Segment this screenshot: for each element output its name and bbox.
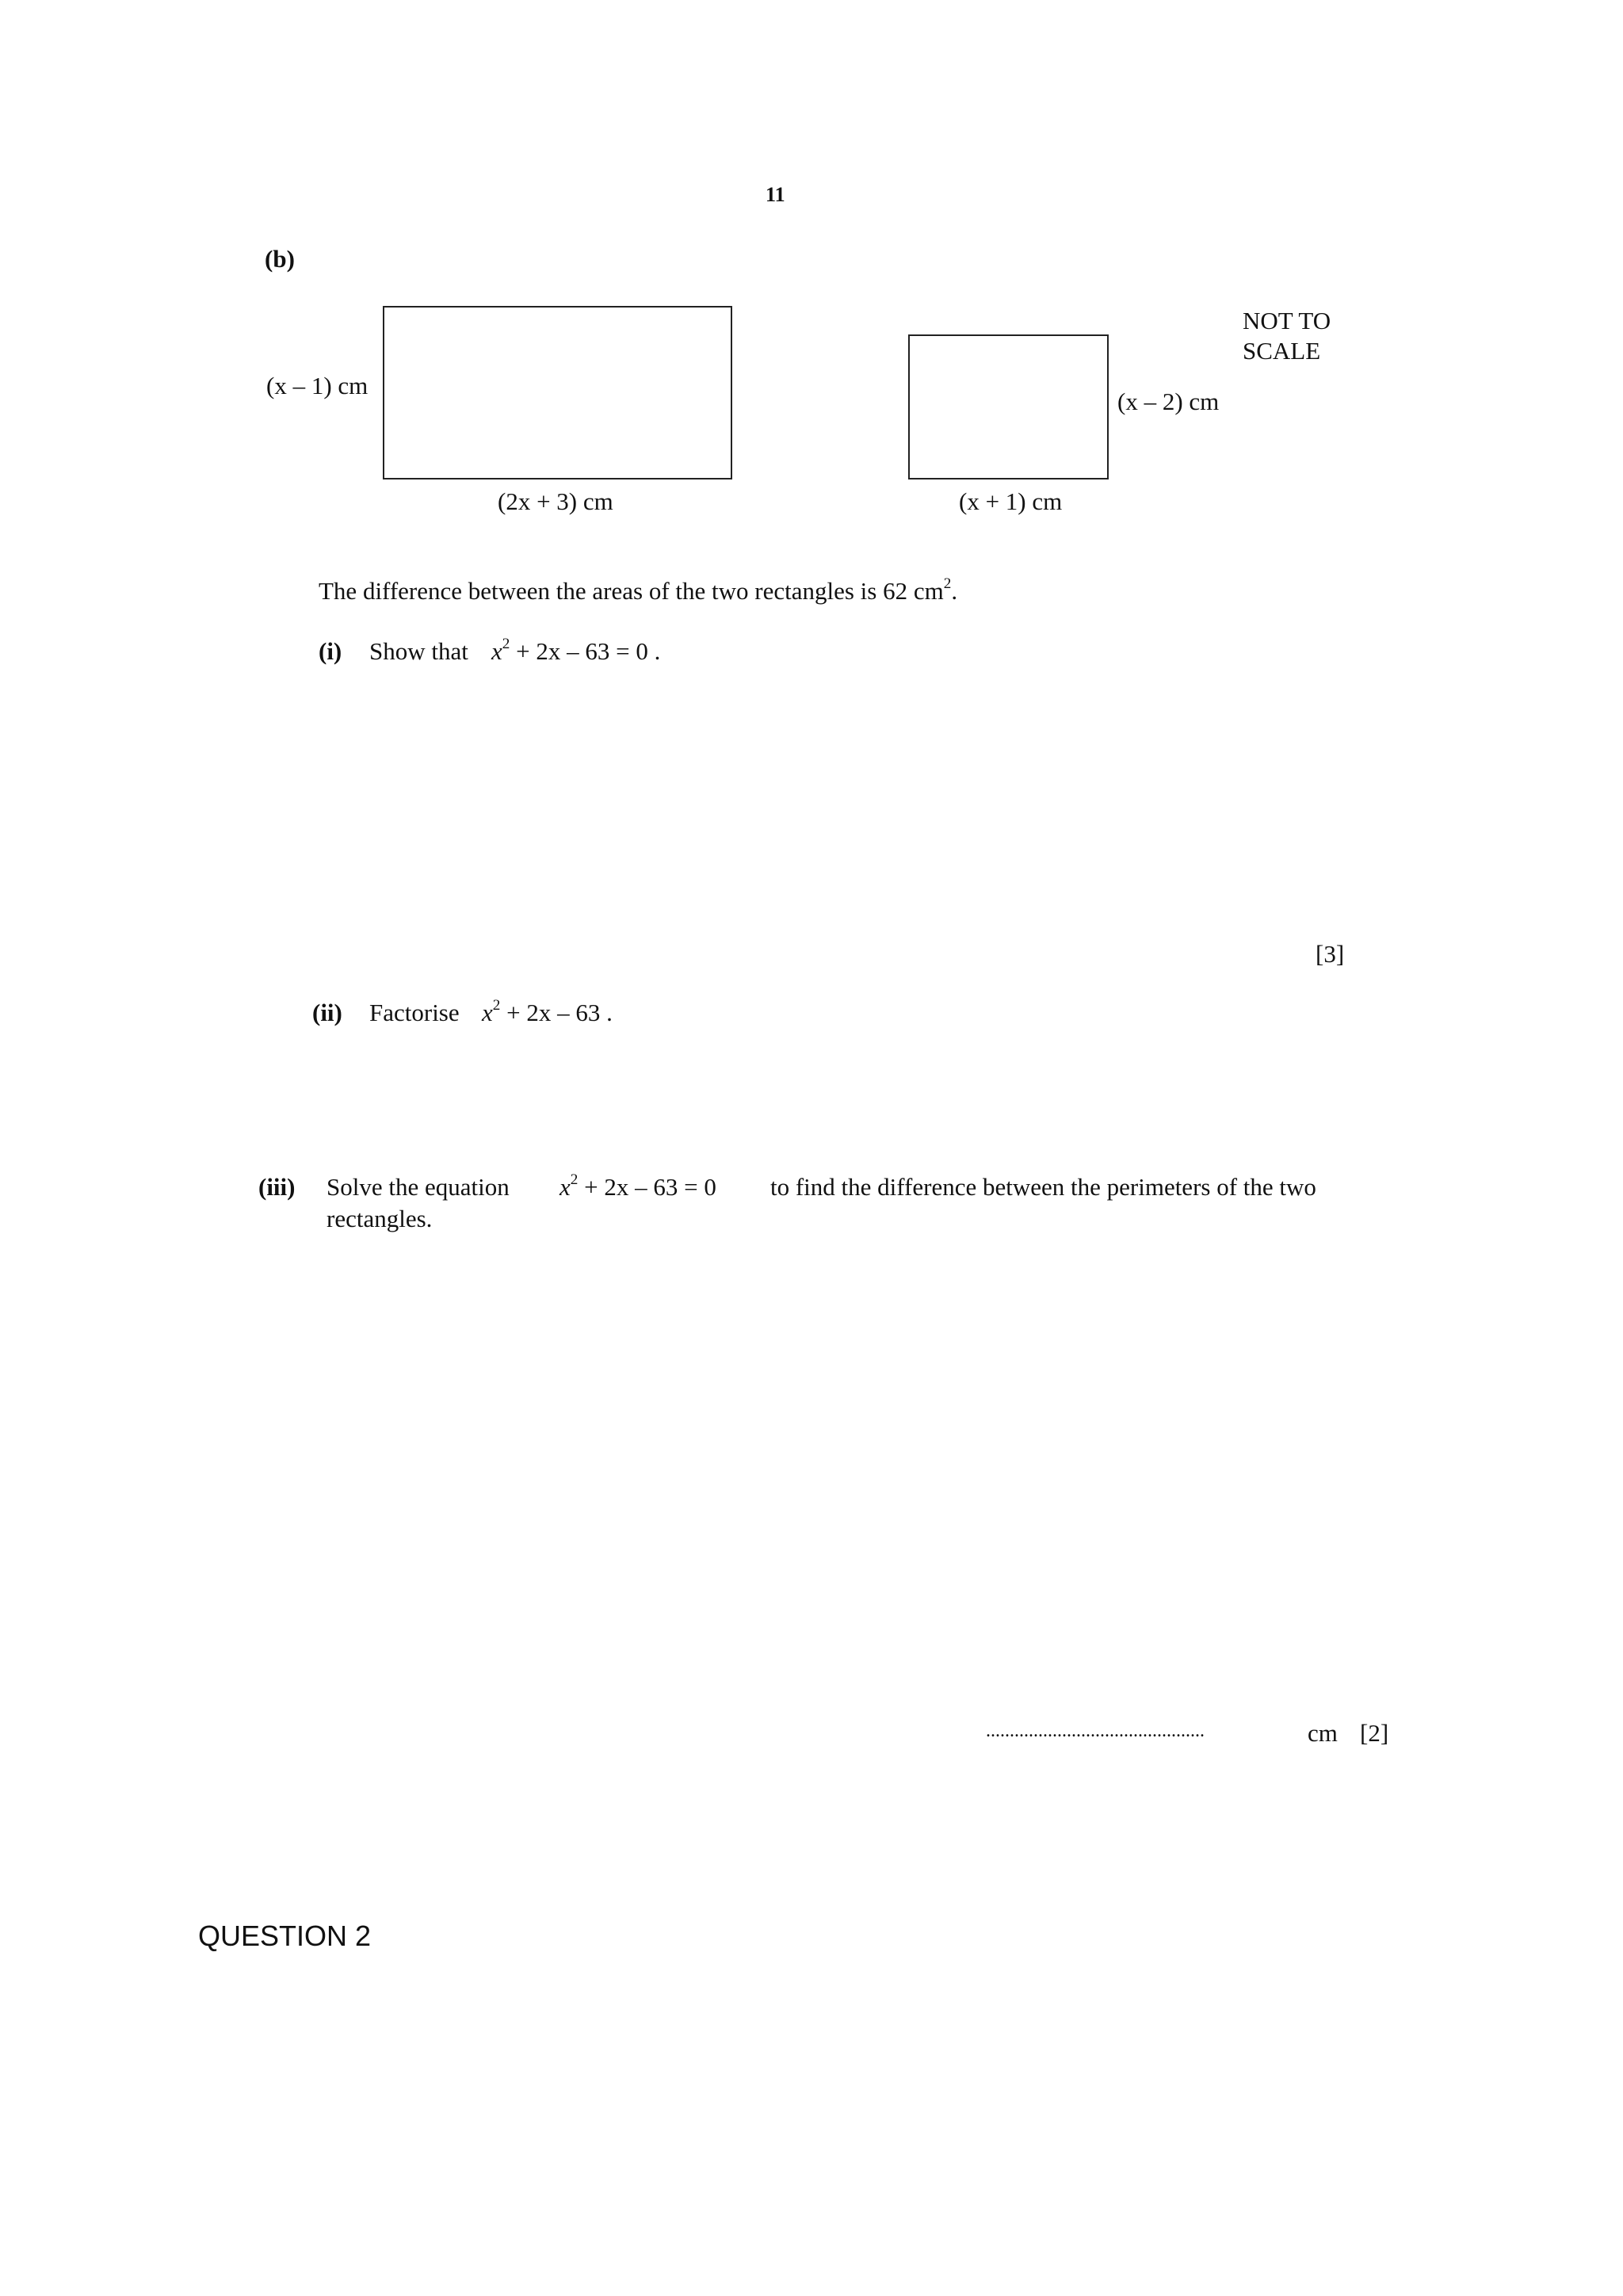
eq-ii-rest: + 2x – 63 . bbox=[500, 999, 613, 1026]
eq-iii-x: x bbox=[559, 1173, 571, 1201]
not-to-scale-line2: SCALE bbox=[1243, 337, 1321, 365]
question-ii-text: Factorise bbox=[369, 999, 460, 1026]
eq-ii-x: x bbox=[482, 999, 493, 1026]
rectangle-small bbox=[908, 334, 1109, 479]
question-i-marks: [3] bbox=[1316, 940, 1345, 968]
eq-ii-exp: 2 bbox=[492, 996, 501, 1014]
not-to-scale-line1: NOT TO bbox=[1243, 307, 1331, 334]
answer-line: .............................................. bbox=[986, 1721, 1205, 1741]
part-b-label: (b) bbox=[265, 245, 295, 273]
rect2-width-label: (x + 1) cm bbox=[959, 487, 1063, 515]
question-ii-label: (ii) bbox=[312, 999, 342, 1026]
page-number: 11 bbox=[766, 183, 785, 206]
area-difference-statement bbox=[319, 576, 957, 606]
question-iii-text-line2: rectangles. bbox=[327, 1205, 433, 1232]
rectangle-large bbox=[383, 306, 732, 479]
question-iii-marks: [2] bbox=[1360, 1719, 1389, 1747]
question-2-heading: QUESTION 2 bbox=[198, 1920, 372, 1952]
question-i-text: Show that bbox=[369, 637, 468, 665]
question-iii-label: (iii) bbox=[258, 1173, 296, 1201]
intro-exponent: 2 bbox=[943, 575, 952, 592]
question-i-equation bbox=[491, 636, 660, 666]
eq-i-rest: + 2x – 63 = 0 . bbox=[510, 637, 661, 665]
rect1-height-label: (x – 1) cm bbox=[266, 372, 369, 399]
intro-text: The difference between the areas of the two rectangles is 62 cm bbox=[319, 577, 944, 605]
answer-unit: cm bbox=[1308, 1719, 1338, 1747]
question-ii-expression bbox=[482, 998, 613, 1027]
eq-iii-exp: 2 bbox=[570, 1171, 579, 1188]
question-iii-text-after: to find the difference between the perimeters of the two bbox=[770, 1173, 1316, 1201]
rect2-height-label: (x – 2) cm bbox=[1117, 388, 1220, 415]
question-iii-text: Solve the equation bbox=[327, 1173, 510, 1201]
question-iii-equation bbox=[559, 1172, 716, 1201]
question-i-label: (i) bbox=[319, 637, 342, 665]
rect1-width-label: (2x + 3) cm bbox=[498, 487, 613, 515]
intro-end: . bbox=[951, 577, 958, 605]
eq-i-exp: 2 bbox=[502, 635, 510, 652]
eq-i-x: x bbox=[491, 637, 502, 665]
eq-iii-rest: + 2x – 63 = 0 bbox=[578, 1173, 716, 1201]
